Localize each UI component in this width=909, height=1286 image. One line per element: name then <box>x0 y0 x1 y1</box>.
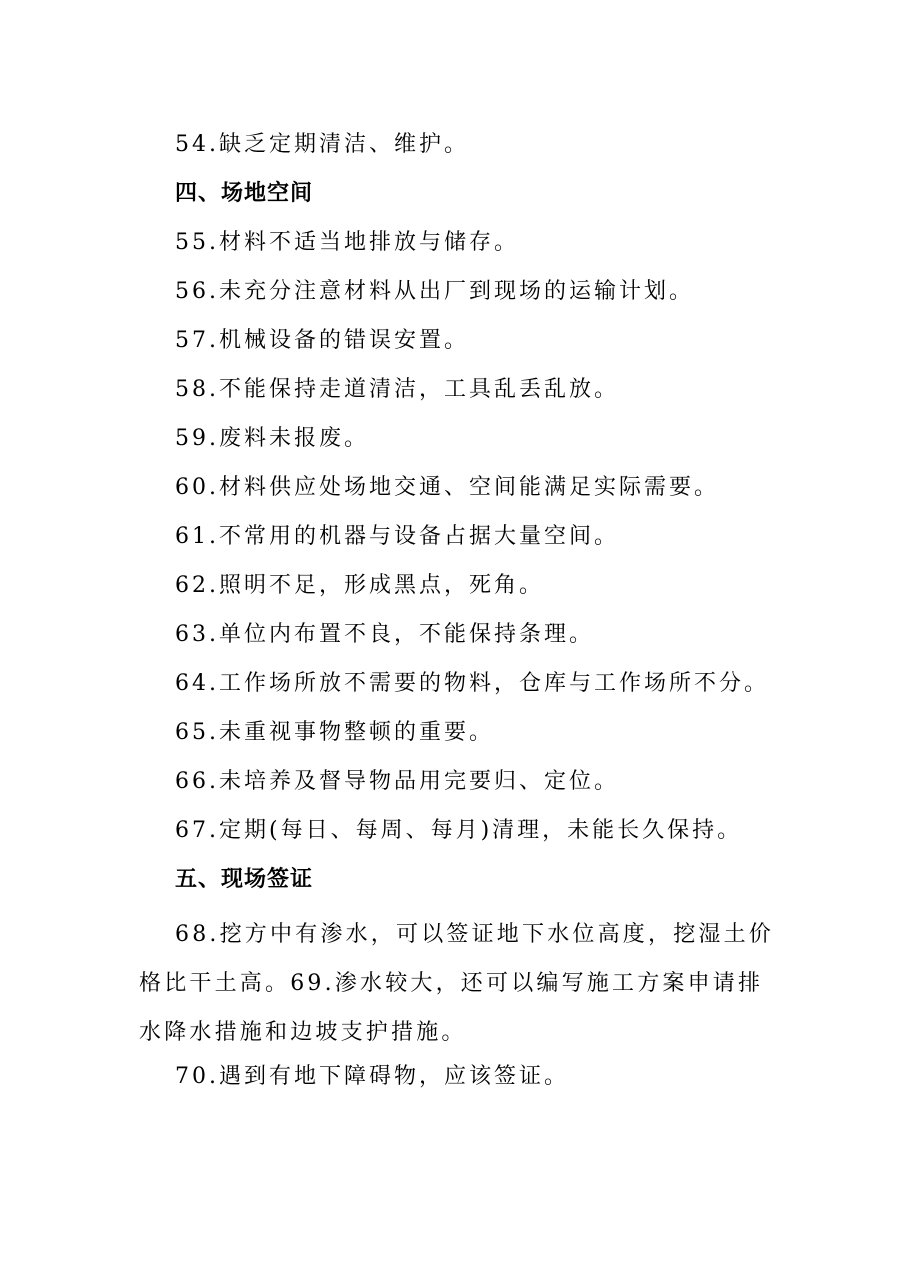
paragraph: 68.挖方中有渗水，可以签证地下水位高度，挖湿土价格比干土高。69.渗水较大，还可以编写施工方案申请排水降水措施和边坡支护措施。 <box>139 922 774 1045</box>
list-item: 70.遇到有地下障碍物，应该签证。 <box>175 1064 569 1089</box>
list-item: 66.未培养及督导物品用完要归、定位。 <box>175 769 619 794</box>
list-item: 54.缺乏定期清洁、维护。 <box>175 132 469 157</box>
list-item: 65.未重视事物整顿的重要。 <box>175 720 494 745</box>
list-item: 63.单位内布置不良，不能保持条理。 <box>175 622 594 647</box>
list-item: 59.废料未报废。 <box>175 426 369 451</box>
list-item: 64.工作场所放不需要的物料，仓库与工作场所不分。 <box>175 671 769 696</box>
list-item: 62.照明不足，形成黑点，死角。 <box>175 573 544 598</box>
list-item: 57.机械设备的错误安置。 <box>175 328 469 353</box>
list-item: 55.材料不适当地排放与储存。 <box>175 230 519 255</box>
list-item: 60.材料供应处场地交通、空间能满足实际需要。 <box>175 475 719 500</box>
list-item: 67.定期(每日、每周、每月)清理，未能长久保持。 <box>175 818 743 843</box>
section-heading: 五、现场签证 <box>175 867 314 892</box>
section-heading: 四、场地空间 <box>175 181 314 206</box>
list-item: 56.未充分注意材料从出厂到现场的运输计划。 <box>175 279 694 304</box>
list-item: 58.不能保持走道清洁，工具乱丢乱放。 <box>175 377 619 402</box>
list-item: 61.不常用的机器与设备占据大量空间。 <box>175 524 619 549</box>
